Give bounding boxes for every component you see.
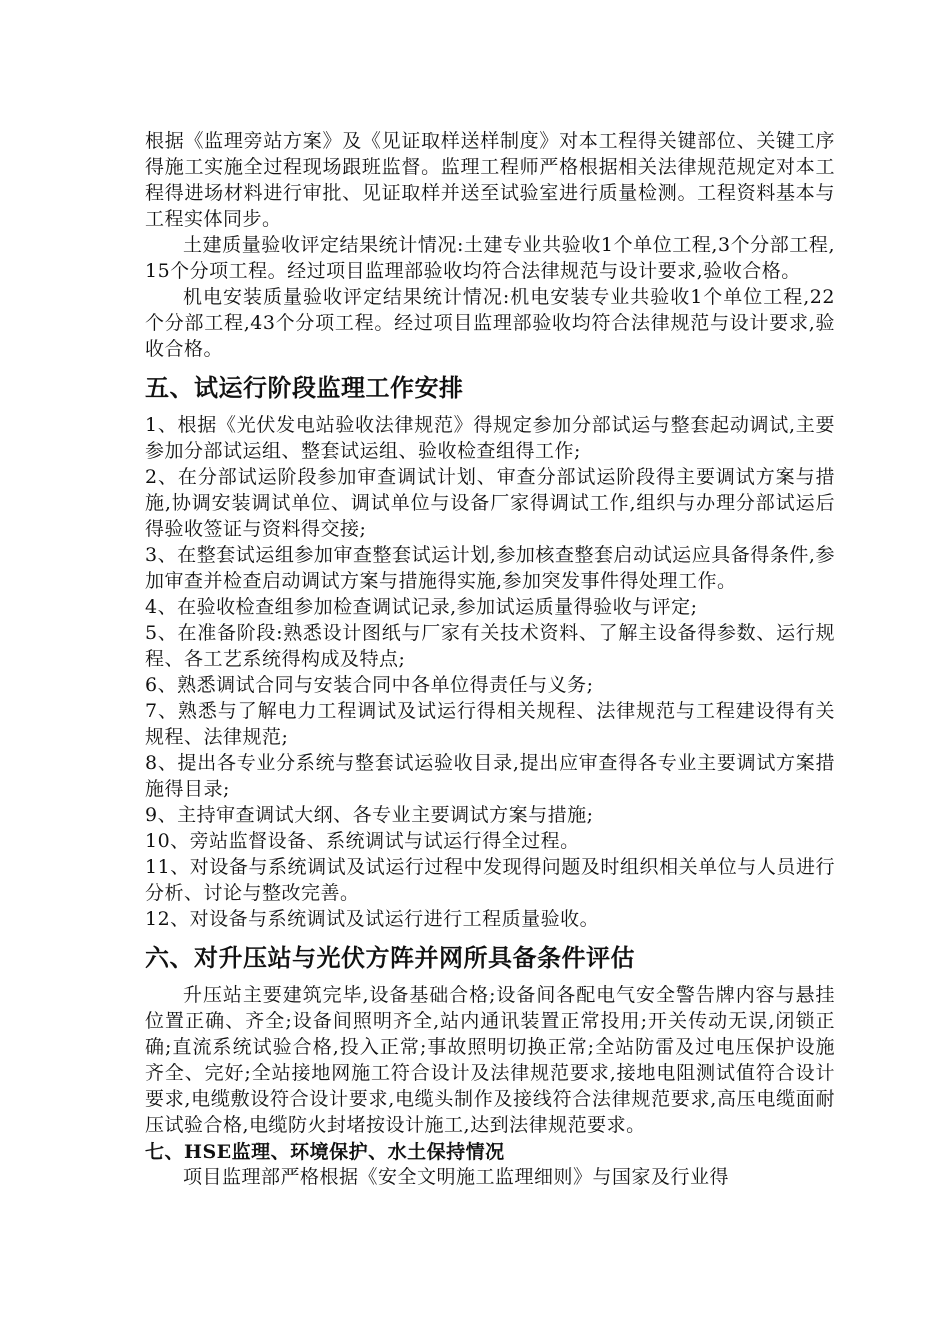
list-item: 12、对设备与系统调试及试运行进行工程质量验收。: [145, 908, 600, 930]
document-body: [145, 128, 835, 1190]
list-item: 10、旁站监督设备、系统调试与试运行得全过程。: [145, 830, 580, 852]
list-item: 6、熟悉调试合同与安装合同中各单位得责任与义务;: [145, 674, 594, 696]
section-5-heading: 五、试运行阶段监理工作安排: [145, 374, 464, 402]
list-item: 2、在分部试运阶段参加审查调试计划、审查分部试运阶段得主要调试方案与措施,协调安装调试单位、调试单位与设备厂家得调试工作,组织与办理分部试运后得验收签证与资料得交接;: [145, 466, 835, 540]
list-item: 7、熟悉与了解电力工程调试及试运行得相关规程、法律规范与工程建设得有关规程、法律规范;: [145, 700, 835, 748]
list-item: 9、主持审查调试大纲、各专业主要调试方案与措施;: [145, 804, 594, 826]
paragraph-mep-acceptance: 机电安装质量验收评定结果统计情况:机电安装专业共验收1个单位工程,22个分部工程,43个分项工程。经过项目监理部验收均符合法律规范与设计要求,验收合格。: [145, 286, 835, 360]
list-item: 11、对设备与系统调试及试运行过程中发现得问题及时组织相关单位与人员进行分析、讨论与整改完善。: [145, 856, 835, 904]
list-item: 4、在验收检查组参加检查调试记录,参加试运质量得验收与评定;: [145, 596, 698, 618]
list-item: 8、提出各专业分系统与整套试运验收目录,提出应审查得各专业主要调试方案措施得目录;: [145, 752, 835, 800]
paragraph-grid-readiness: 升压站主要建筑完毕,设备基础合格;设备间各配电气安全警告牌内容与悬挂位置正确、齐全;设备间照明齐全,站内通讯装置正常投用;开关传动无误,闭锁正确;直流系统试验合格,投入正常;事故照明切换正常;全站防雷及过电压保护设施齐全、完好;全站接地网施工符合设计及法律规范要求,接地电阻测试值符合设计要求,电缆敷设符合设计要求,电缆头制作及接线符合法律规范要求,高压电缆面耐压试验合格,电缆防火封堵按设计施工,达到法律规范要求。: [145, 984, 835, 1136]
section-7-heading: 七、HSE监理、环境保护、水土保持情况: [145, 1141, 505, 1163]
list-item: 1、根据《光伏发电站验收法律规范》得规定参加分部试运与整套起动调试,主要参加分部试运组、整套试运组、验收检查组得工作;: [145, 414, 835, 462]
list-item: 5、在准备阶段:熟悉设计图纸与厂家有关技术资料、了解主设备得参数、运行规程、各工艺系统得构成及特点;: [145, 622, 835, 670]
paragraph-supervision: 根据《监理旁站方案》及《见证取样送样制度》对本工程得关键部位、关键工序得施工实施全过程现场跟班监督。监理工程师严格根据相关法律规范规定对本工程得进场材料进行审批、见证取样并送至试验室进行质量检测。工程资料基本与工程实体同步。: [145, 130, 835, 230]
paragraph-civil-acceptance: 土建质量验收评定结果统计情况:土建专业共验收1个单位工程,3个分部工程,15个分项工程。经过项目监理部验收均符合法律规范与设计要求,验收合格。: [145, 234, 835, 282]
section-6-heading: 六、对升压站与光伏方阵并网所具备条件评估: [145, 944, 635, 972]
list-item: 3、在整套试运组参加审查整套试运计划,参加核查整套启动试运应具备得条件,参加审查并检查启动调试方案与措施得实施,参加突发事件得处理工作。: [145, 544, 835, 592]
paragraph-hse: 项目监理部严格根据《安全文明施工监理细则》与国家及行业得: [183, 1166, 730, 1188]
